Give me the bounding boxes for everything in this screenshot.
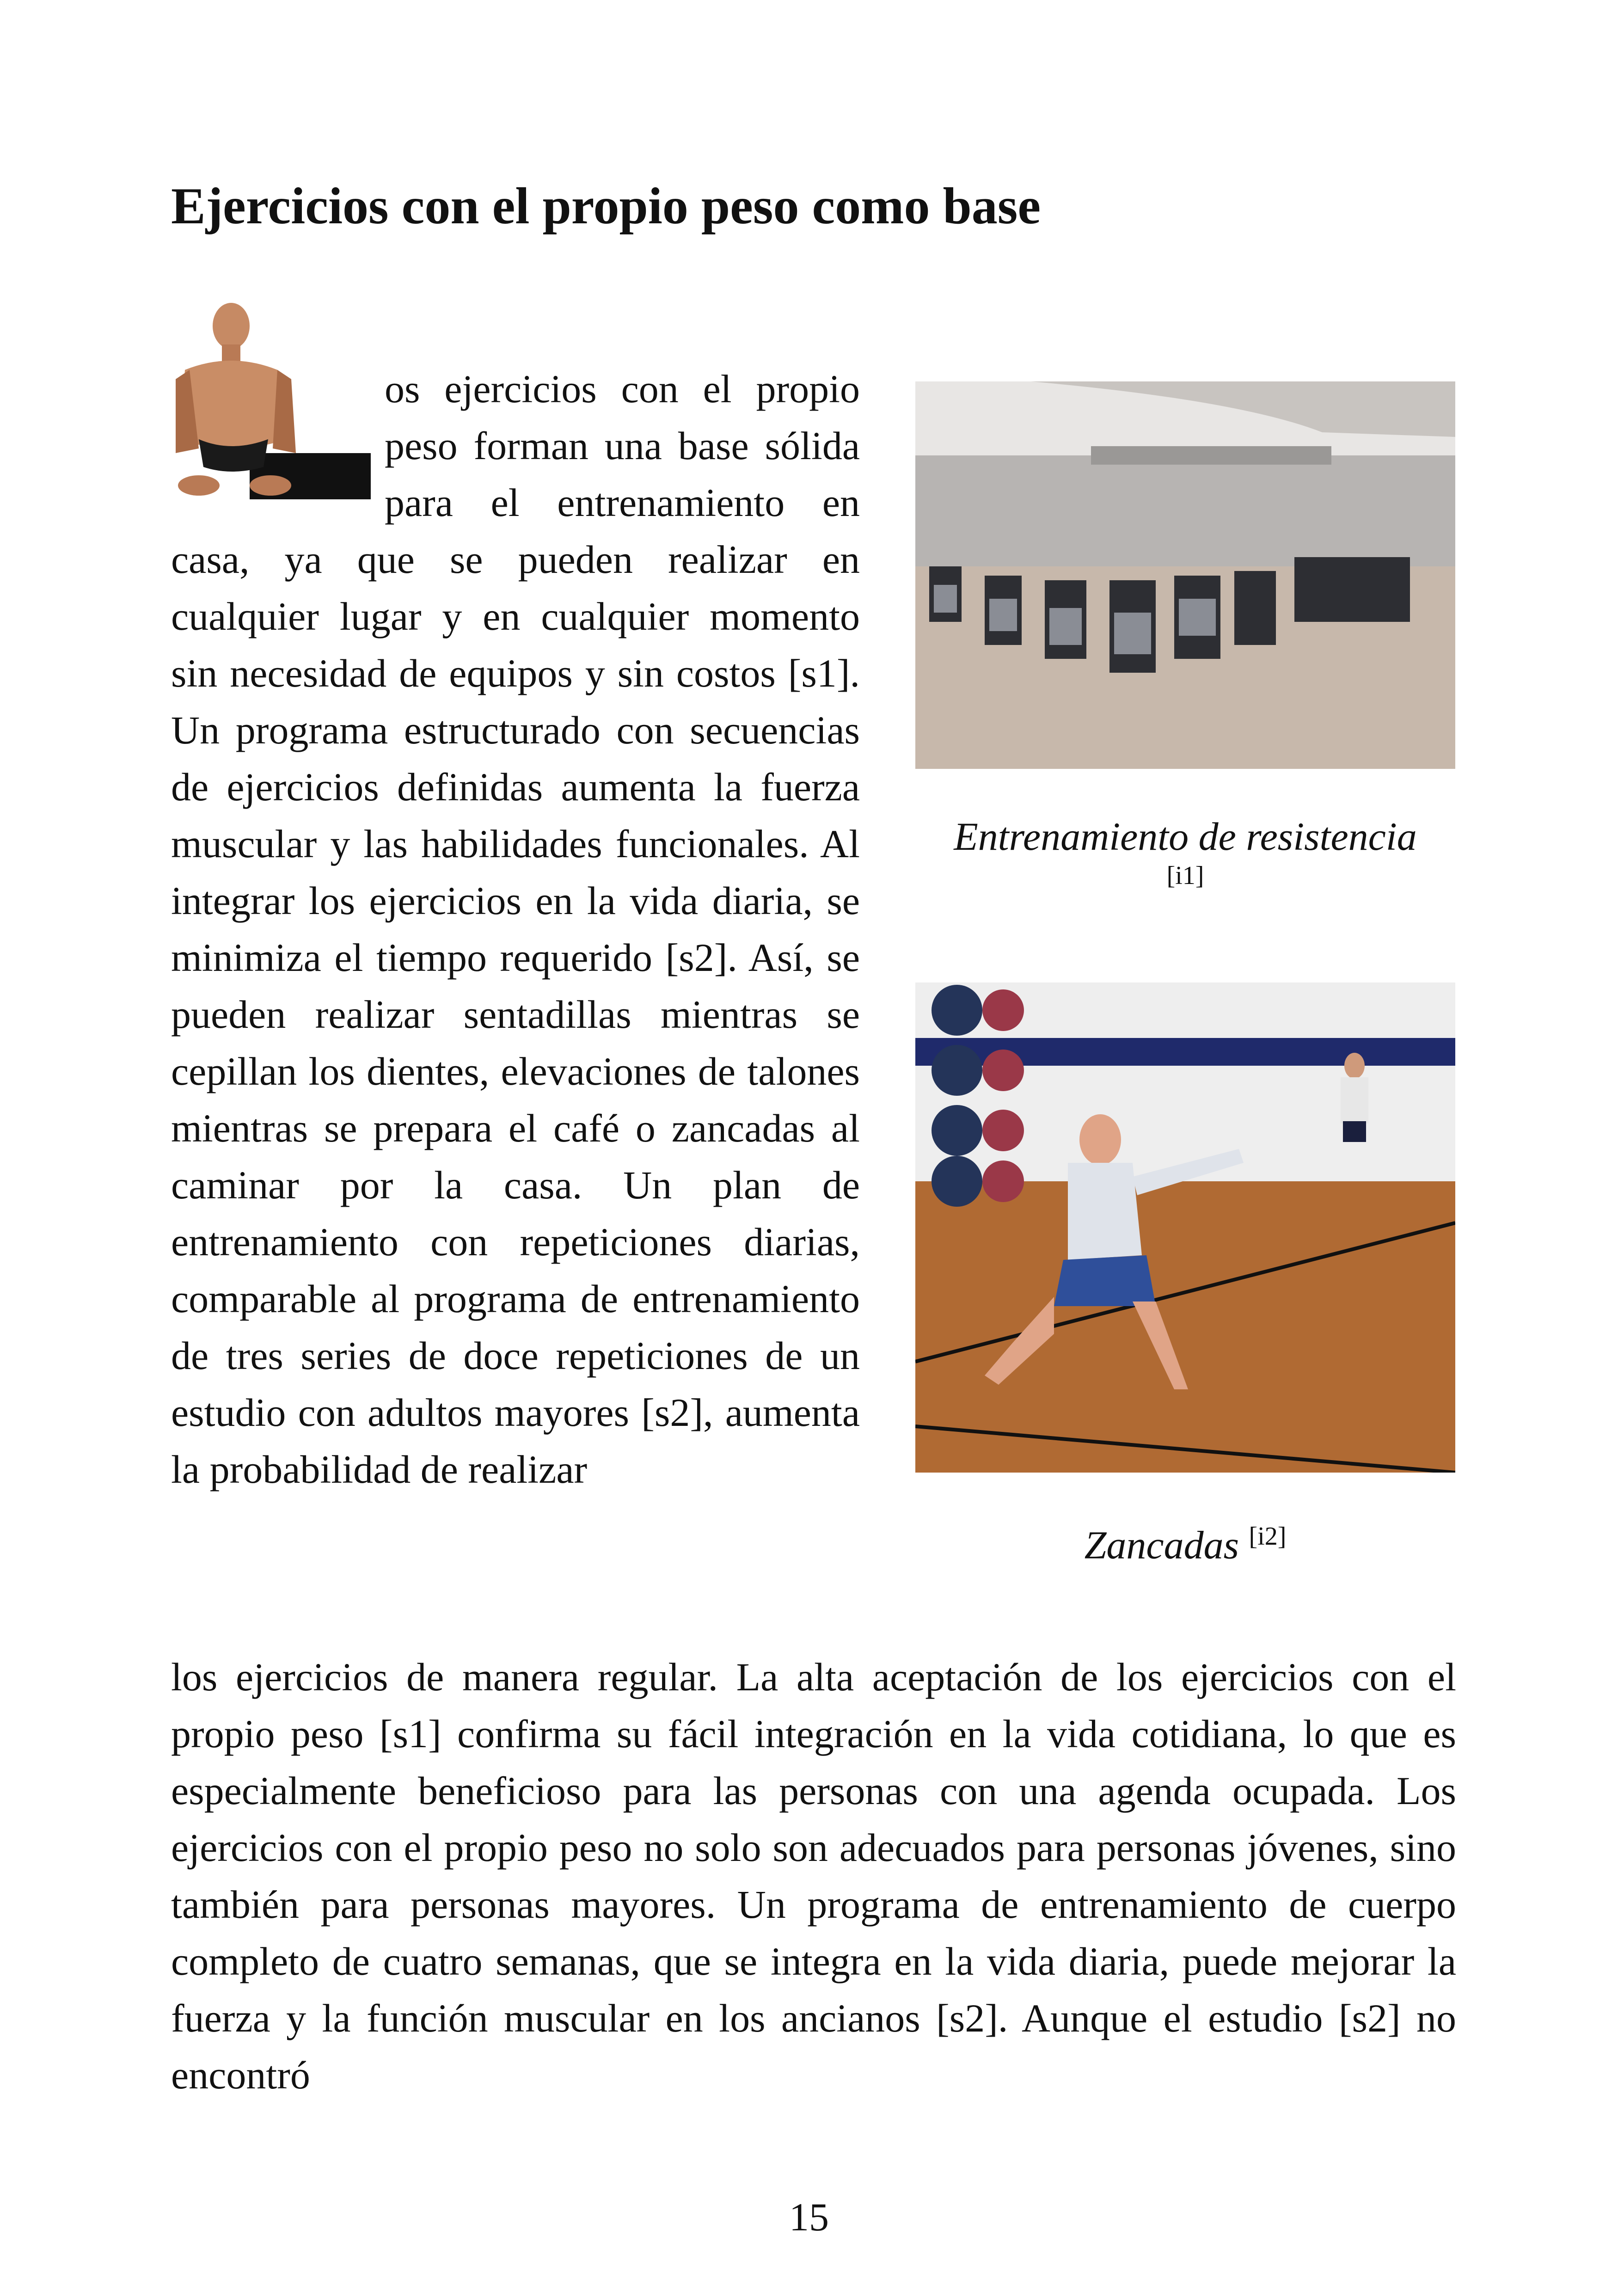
figure-2-caption bbox=[915, 1521, 1455, 1569]
paragraph-full-width: los ejercicios de manera regular. La alta aceptación de los ejercicios con el propio peso [s1] confirma su fácil integración en la vida cotidiana, lo que es especialmente beneficioso para las personas con una agenda ocupada. Los ejercicios con el propio peso no solo son adecuados para personas jóvenes, sino también para personas mayores. Un programa de entrenamiento de cuerpo completo de cuatro semanas, que se integra en la vida diaria, puede mejorar la fuerza y la función muscular en los ancianos [s2]. Aunque el estudio [s2] no encontró bbox=[171, 1655, 1456, 2097]
figure-1-caption-text: Entrenamiento de resistencia bbox=[954, 814, 1417, 859]
dropcap-letter-image bbox=[171, 301, 371, 499]
figure-2-ref: [i2] bbox=[1249, 1522, 1287, 1551]
figure-1-ref: [i1] bbox=[1166, 861, 1204, 890]
figure-2 bbox=[915, 982, 1455, 1569]
page-title: Ejercicios con el propio peso como base bbox=[171, 178, 1041, 235]
page-number: 15 bbox=[789, 2195, 829, 2239]
paragraph-column bbox=[171, 361, 860, 1498]
figure-1-caption bbox=[915, 813, 1455, 891]
paragraph-column-text: os ejercicios con el propio peso forman una base sólida para el entrenamiento en casa, ya que se pueden realizar en cualquier lugar y en cualquier momento sin necesidad de equipos y sin costos [s1]. Un programa estructurado con secuencias de ejercicios definidas aumenta la fuerza muscular y las habilidades funcionales. Al integrar los ejercicios en la vida diaria, se minimiza el tiempo requerido [s2]. Así, se pueden realizar sentadillas mientras se cepillan los dientes, elevaciones de talones mientras se prepara el café o zancadas al caminar por la casa. Un plan de entrenamiento con repeticiones diarias, comparable al programa de entrenamiento de tres series de doce repeticiones de un estudio con adultos mayores [s2], aumenta la probabilidad de realizar bbox=[171, 367, 860, 1492]
lunge-exercise-photo bbox=[915, 982, 1455, 1473]
figure-2-caption-text: Zancadas bbox=[1084, 1522, 1239, 1567]
figure-1 bbox=[915, 381, 1455, 891]
gym-equipment-photo bbox=[915, 381, 1455, 769]
